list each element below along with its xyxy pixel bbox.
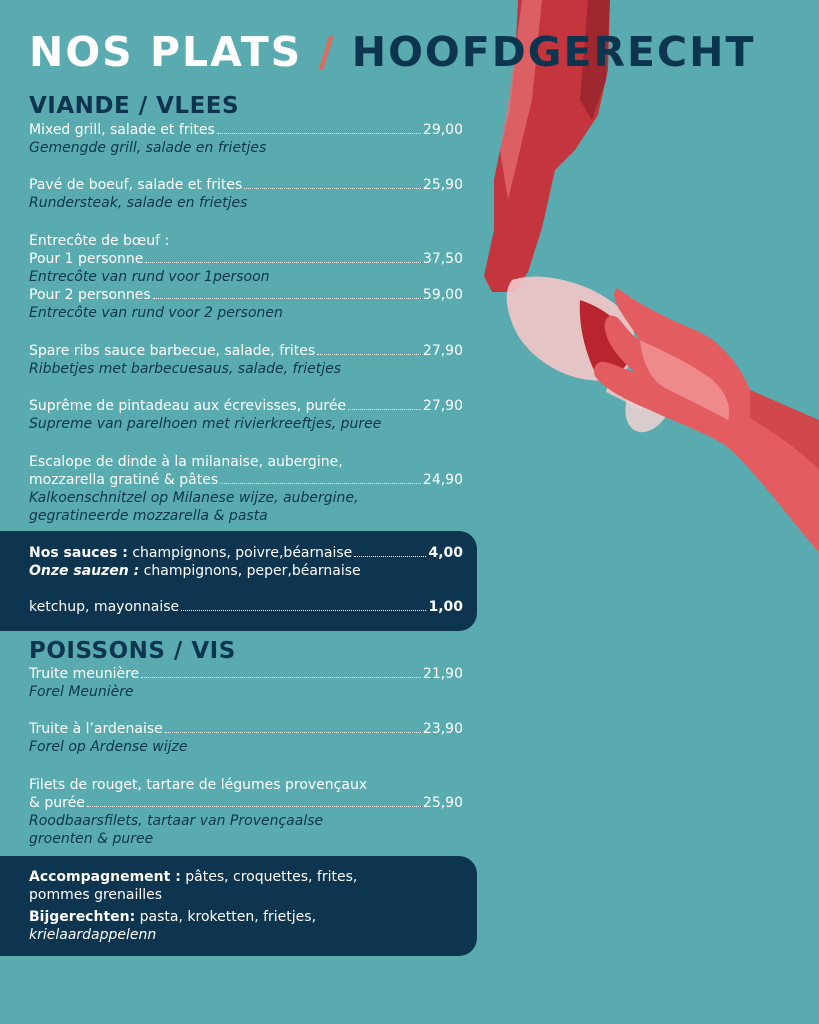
item-name: mozzarella gratiné & pâtes — [29, 472, 219, 488]
dotted-leader — [217, 133, 421, 134]
dotted-leader — [87, 806, 421, 807]
dotted-leader — [220, 483, 421, 484]
accompagnement-content — [29, 868, 463, 944]
accompagnement-text-fr: pâtes, croquettes, frites, — [180, 869, 358, 885]
item-translation: Roodbaarsfilets, tartaar van Provençaalse — [29, 813, 324, 829]
item-price: 21,90 — [422, 666, 463, 682]
item-name: Truite meunière — [29, 666, 140, 682]
item-translation: Supreme van parelhoen met rivierkreeftjes, puree — [29, 416, 382, 432]
item-name: Pour 1 personne — [29, 251, 144, 267]
item-price: 27,90 — [422, 398, 463, 414]
item-name: & purée — [29, 795, 85, 811]
dotted-leader — [244, 188, 421, 189]
dotted-leader — [141, 677, 421, 678]
item-translation-cont: groenten & puree — [29, 831, 154, 847]
item-price: 23,90 — [422, 721, 463, 737]
menu-item-pave-de-boeuf — [29, 176, 463, 212]
item-translation-2: Entrecôte van rund voor 2 personen — [29, 305, 283, 321]
sauces-label-nl: Onze sauzen : — [29, 563, 140, 579]
item-translation: Gemengde grill, salade en frietjes — [29, 140, 267, 156]
item-price-2: 59,00 — [422, 287, 463, 303]
menu-item-supreme-pintadeau — [29, 397, 463, 433]
item-name: Mixed grill, salade et frites — [29, 122, 215, 138]
accompagnement-label-fr: Accompagnement : — [29, 869, 181, 885]
item-translation: Ribbetjes met barbecuesaus, salade, frietjes — [29, 361, 341, 377]
page-title — [29, 28, 755, 76]
item-price: 29,00 — [422, 122, 463, 138]
item-price: 24,90 — [422, 472, 463, 488]
title-part-fr: NOS PLATS — [29, 28, 303, 76]
accompagnement-text-nl: pasta, kroketten, frietjes, — [135, 909, 317, 925]
item-translation: Forel op Ardense wijze — [29, 739, 188, 755]
menu-item-truite-meuniere — [29, 665, 463, 701]
item-name: Pavé de boeuf, salade et frites — [29, 177, 243, 193]
dotted-leader — [145, 262, 420, 263]
dotted-leader — [348, 409, 421, 410]
accompagnement-label-nl: Bijgerechten: — [29, 909, 136, 925]
sauces-label-fr: Nos sauces : — [29, 545, 128, 561]
sauces-content — [29, 544, 463, 616]
item-translation: Forel Meunière — [29, 684, 134, 700]
title-part-nl: HOOFDGERECHT — [351, 28, 756, 76]
item-price: 37,50 — [422, 251, 463, 267]
sauces-price: 4,00 — [428, 545, 463, 561]
item-name-2: Pour 2 personnes — [29, 287, 151, 303]
item-heading: Escalope de dinde à la milanaise, aubergine, — [29, 454, 343, 470]
menu-item-mixed-grill — [29, 121, 463, 157]
accompagnement-text-nl-2: krielaardappelenn — [29, 927, 157, 943]
item-translation: Kalkoenschnitzel op Milanese wijze, aubergine, — [29, 490, 359, 506]
item-translation-cont: gegratineerde mozzarella & pasta — [29, 508, 268, 524]
item-translation: Entrecôte van rund voor 1persoon — [29, 269, 270, 285]
item-name: Truite à l’ardenaise — [29, 721, 163, 737]
wine-pour-illustration — [470, 0, 819, 560]
dotted-leader — [165, 732, 421, 733]
sauces-extra-price: 1,00 — [428, 599, 463, 615]
sauces-text-nl: champignons, peper,béarnaise — [139, 563, 361, 579]
sauces-extra-text: ketchup, mayonnaise — [29, 599, 180, 615]
item-heading: Entrecôte de bœuf : — [29, 233, 170, 249]
dotted-leader — [153, 298, 421, 299]
item-name: Suprême de pintadeau aux écrevisses, purée — [29, 398, 347, 414]
menu-item-entrecote — [29, 232, 463, 322]
menu-item-escalope-dinde — [29, 453, 463, 525]
title-separator: / — [318, 28, 336, 76]
item-name: Spare ribs sauce barbecue, salade, frites — [29, 343, 316, 359]
menu-item-truite-ardenaise — [29, 720, 463, 756]
menu-item-spare-ribs — [29, 342, 463, 378]
section-title-viande: VIANDE / VLEES — [29, 93, 240, 119]
dotted-leader — [354, 556, 426, 557]
item-price: 27,90 — [422, 343, 463, 359]
item-price: 25,90 — [422, 177, 463, 193]
dotted-leader — [181, 610, 426, 611]
item-translation: Rundersteak, salade en frietjes — [29, 195, 248, 211]
item-price: 25,90 — [422, 795, 463, 811]
item-heading: Filets de rouget, tartare de légumes provençaux — [29, 777, 368, 793]
menu-item-filets-rouget — [29, 776, 463, 848]
accompagnement-text-fr-2: pommes grenailles — [29, 887, 163, 903]
dotted-leader — [317, 354, 421, 355]
section-title-poissons: POISSONS / VIS — [29, 638, 236, 664]
sauces-text-fr: champignons, poivre,béarnaise — [127, 545, 353, 561]
